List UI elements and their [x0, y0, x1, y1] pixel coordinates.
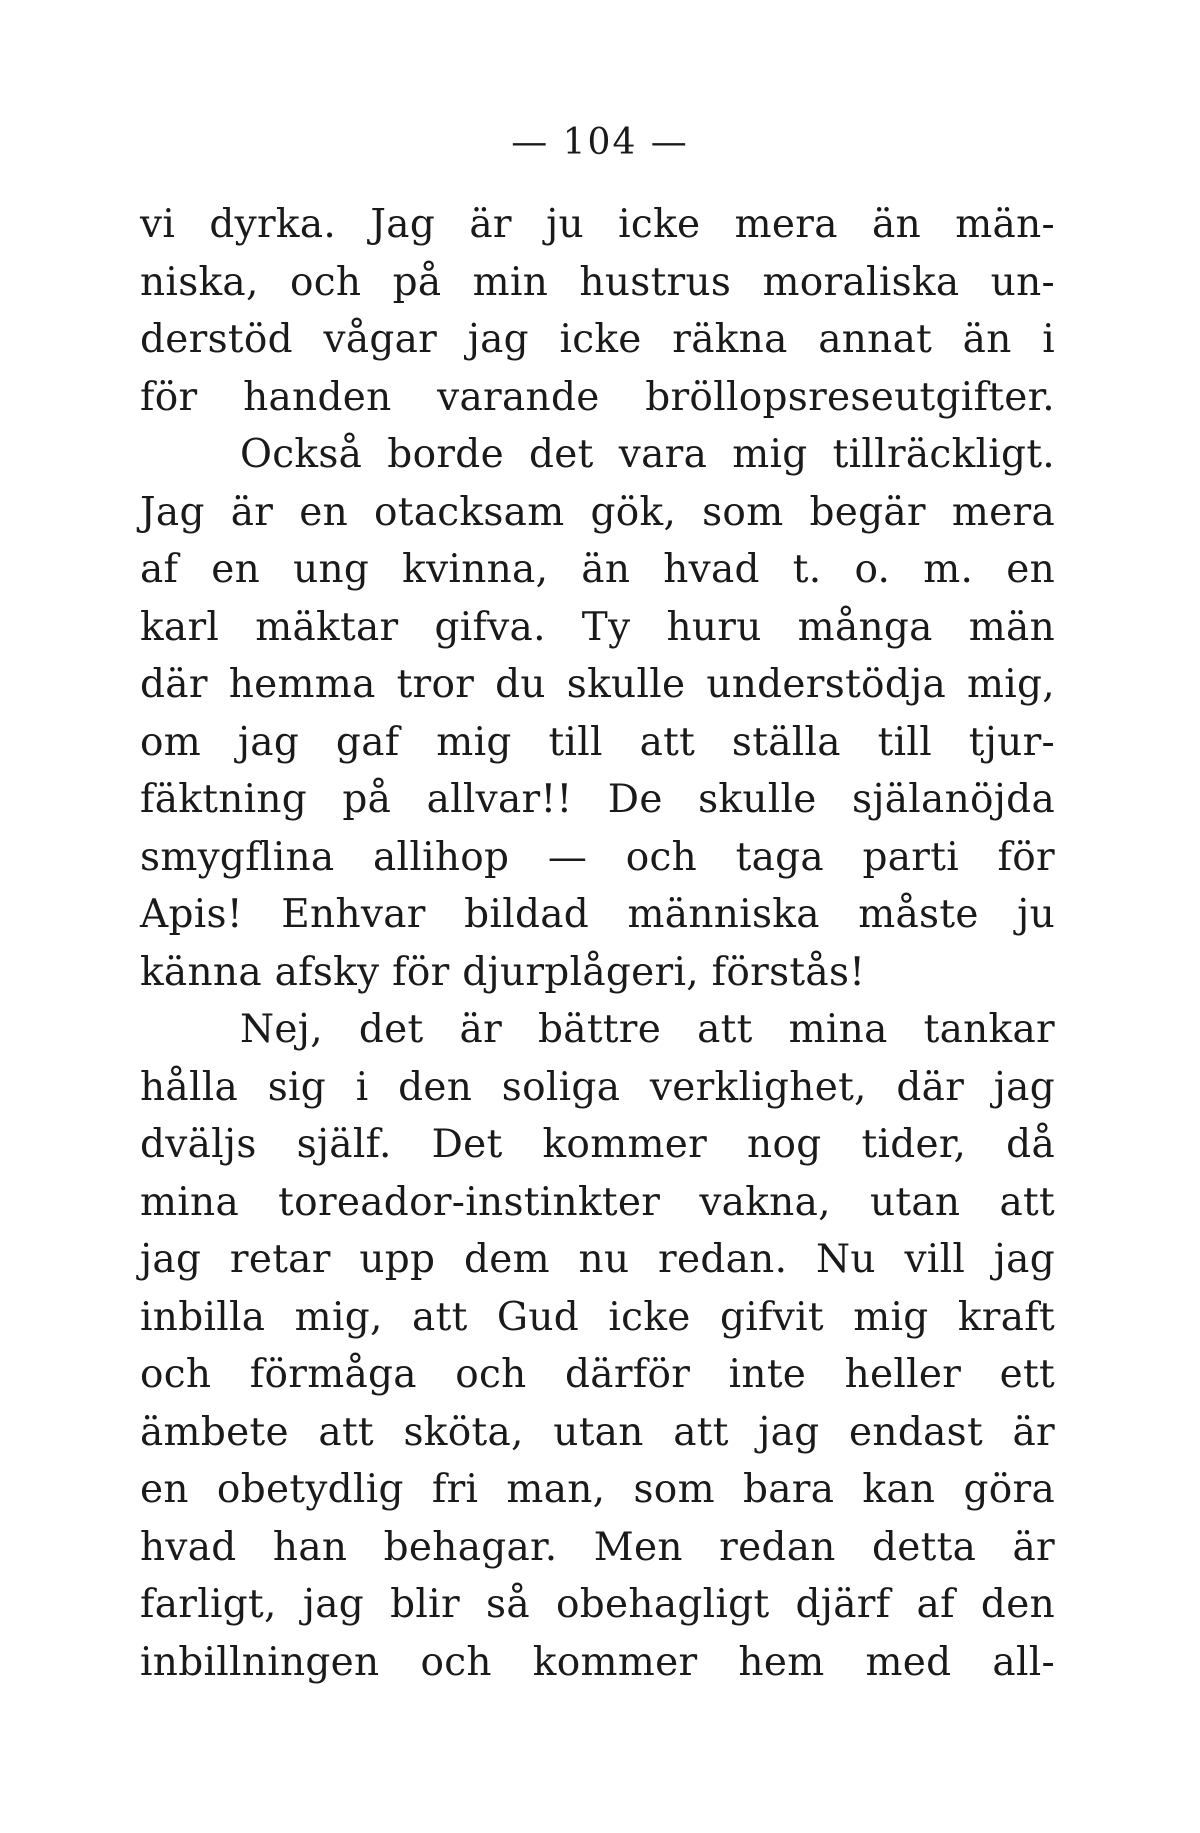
text-line: inbillningen och kommer hem med all-: [140, 1639, 1055, 1685]
text-line: mina toreador-instinkter vakna, utan att: [140, 1179, 1055, 1225]
text-line: Nej, det är bättre att mina tankar: [240, 1007, 1055, 1052]
text-line: om jag gaf mig till att ställa till tjur-: [140, 719, 1055, 765]
text-line: och förmåga och därför inte heller ett: [140, 1352, 1055, 1397]
text-line: hvad han behagar. Men redan detta är: [140, 1524, 1055, 1570]
text-line: ämbete att sköta, utan att jag endast är: [140, 1409, 1055, 1455]
text-line: för handen varande bröllopsreseutgifter.: [140, 374, 1055, 420]
text-line: fäktning på allvar!! De skulle själanöjda: [140, 777, 1055, 822]
text-line: Jag är en otacksam gök, som begär mera: [140, 489, 1055, 535]
text-line: dväljs själf. Det kommer nog tider, då: [140, 1122, 1055, 1167]
text-line: jag retar upp dem nu redan. Nu vill jag: [140, 1237, 1055, 1282]
text-line: inbilla mig, att Gud icke gifvit mig kraft: [140, 1294, 1055, 1340]
text-line: smygflina allihop — och taga parti för: [140, 834, 1055, 880]
text-line: Apis! Enhvar bildad människa måste ju: [140, 892, 1055, 937]
text-line: niska, och på min hustrus moraliska un-: [140, 259, 1055, 305]
text-line: af en ung kvinna, än hvad t. o. m. en: [140, 547, 1055, 592]
text-line: en obetydlig fri man, som bara kan göra: [140, 1467, 1055, 1512]
text-line: där hemma tror du skulle understödja mig,: [140, 662, 1055, 707]
text-line: karl mäktar gifva. Ty huru många män: [140, 604, 1055, 650]
text-line: derstöd vågar jag icke räkna annat än i: [140, 317, 1055, 362]
text-line: Också borde det vara mig tillräckligt.: [240, 432, 1055, 477]
text-line: farligt, jag blir så obehagligt djärf af den: [140, 1582, 1055, 1627]
text-line: känna afsky för djurplågeri, förstås!: [140, 949, 866, 995]
page-number: — 104 —: [511, 122, 689, 163]
body-text: [140, 196, 1055, 1691]
text-line: vi dyrka. Jag är ju icke mera än män-: [140, 202, 1055, 247]
text-line: hålla sig i den soliga verklighet, där jag: [140, 1064, 1055, 1110]
